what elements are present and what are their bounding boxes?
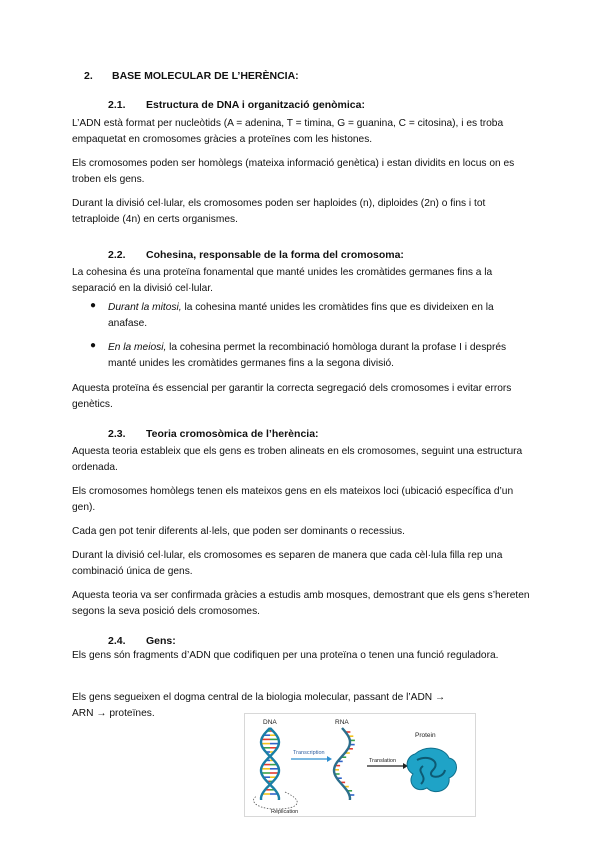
central-dogma-figure <box>244 713 476 817</box>
subsection-title: Teoria cromosòmica de l’herència: <box>146 428 319 440</box>
section-heading <box>84 70 299 82</box>
paragraph: Els cromosomes poden ser homòlegs (mateixa informació genètica) i estan dividits en locus on es troben els gens. <box>72 158 515 185</box>
paragraph: L’ADN està format per nucleòtids (A = adenina, T = timina, G = guanina, C = citosina), i es troba empaquetat en cromosomes gràcies a proteïnes com les histones. <box>72 118 504 145</box>
transcription-label: Transcription <box>293 750 325 756</box>
subsection-title: Gens: <box>146 635 176 647</box>
subsection-heading <box>108 99 365 111</box>
bullet-italic: En la meiosi, <box>108 342 167 353</box>
subsection-heading <box>108 249 404 261</box>
bullet-item <box>108 300 528 331</box>
section-title: BASE MOLECULAR DE L’HERÈNCIA: <box>112 70 299 82</box>
bullet-text: la cohesina permet la recombinació homòloga durant la profase I i després manté unides les cromàtides germanes fins a la segona divisió. <box>108 342 507 369</box>
subsection-title: Cohesina, responsable de la forma del cromosoma: <box>146 249 404 261</box>
dna-label: DNA <box>263 719 277 726</box>
paragraph: Els gens són fragments d’ADN que codifiquen per una proteïna o tenen una funció reguladora. <box>72 650 499 661</box>
paragraph: Aquesta teoria estableix que els gens es troben alineats en els cromosomes, seguint una estructura ordenada. <box>72 446 523 473</box>
paragraph: Els cromosomes homòlegs tenen els mateixos gens en els mateixos loci (ubicació específica d’un gen). <box>72 486 514 513</box>
rna-label: RNA <box>335 719 349 726</box>
paragraph: Cada gen pot tenir diferents al·lels, que poden ser dominants o recessius. <box>72 526 405 537</box>
bullet-italic: Durant la mitosi, <box>108 302 182 313</box>
subsection-title: Estructura de DNA i organització genòmica: <box>146 99 365 111</box>
bullet-text: la cohesina manté unides les cromàtides fins que es divideixen en la anafase. <box>108 302 494 329</box>
section-number: 2. <box>84 70 93 82</box>
bullet-item <box>108 340 528 371</box>
paragraph: Aquesta teoria va ser confirmada gràcies a estudis amb mosques, demostrant que els gens s’hereten segons la seva posició dels cromosomes. <box>72 590 530 617</box>
bullet-icon: ● <box>90 340 97 351</box>
subsection-number: 2.1. <box>108 99 126 111</box>
subsection-heading <box>108 635 176 647</box>
paragraph: Durant la divisió cel·lular, els cromosomes poden ser haploides (n), diploides (2n) o fins i tot tetraploide (4n) en certs organismes. <box>72 198 486 225</box>
bullet-icon: ● <box>90 300 97 311</box>
paragraph: Aquesta proteïna és essencial per garantir la correcta segregació dels cromosomes i evitar errors genètics. <box>72 383 512 410</box>
subsection-heading <box>108 428 319 440</box>
translation-label: Translation <box>369 758 397 764</box>
paragraph: Durant la divisió cel·lular, els cromosomes es separen de manera que cada cèl·lula filla rep una combinació única de gens. <box>72 550 503 577</box>
protein-label: Protein <box>415 732 436 739</box>
paragraph: Els gens segueixen el dogma central de la biologia molecular, passant de l’ADN → ARN → proteïnes. <box>72 692 446 719</box>
transcription-arrowhead <box>327 756 332 762</box>
central-dogma-diagram <box>245 714 475 816</box>
subsection-number: 2.4. <box>108 635 126 647</box>
rna-strand <box>334 728 350 800</box>
paragraph: La cohesina és una proteïna fonamental que manté unides les cromàtides germanes fins a la separació en la divisió cel·lular. <box>72 267 493 294</box>
subsection-number: 2.3. <box>108 428 126 440</box>
subsection-number: 2.2. <box>108 249 126 261</box>
replication-label: Replication <box>271 809 299 815</box>
